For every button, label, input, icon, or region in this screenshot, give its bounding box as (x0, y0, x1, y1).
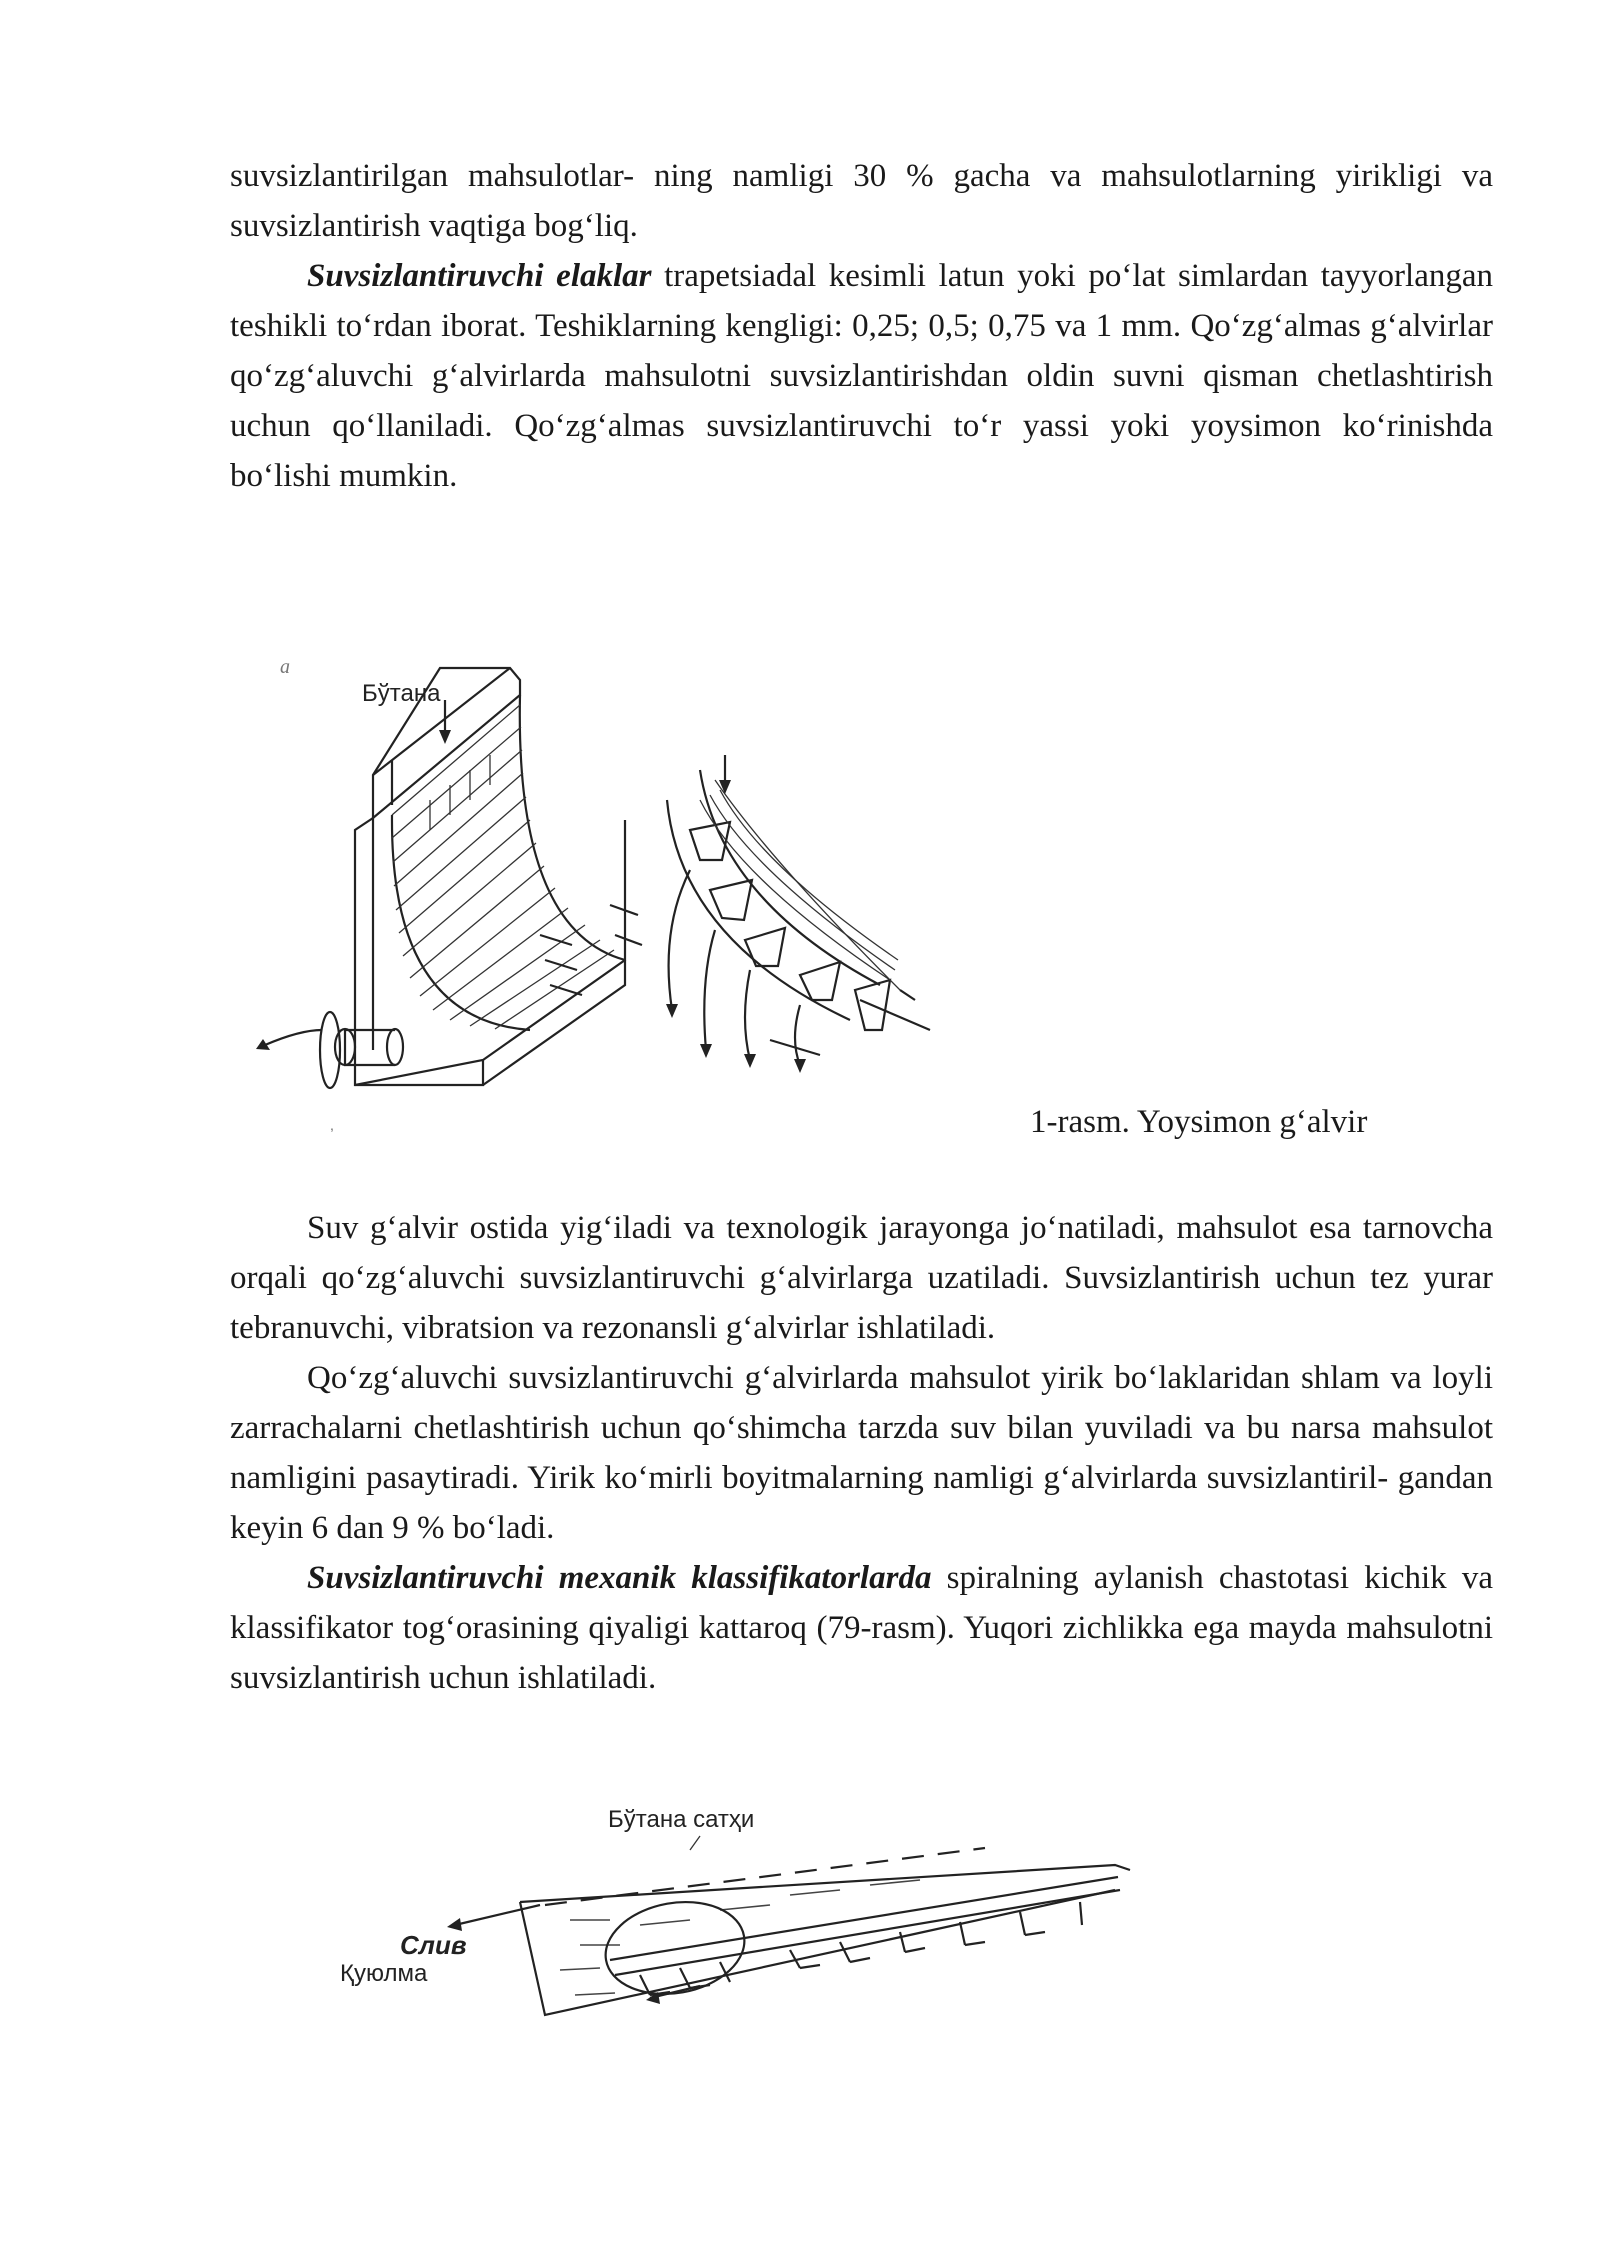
bold-term: Suvsizlantiruvchi mexanik klassifikatorlarda (307, 1560, 932, 1596)
sands-label: Қуюлма (340, 1960, 428, 1987)
paragraph-text: spiralning aylanish chastotasi kichik va klassifikator tog‘orasining qiyaligi kattaroq (79-rasm). Yuqori zichlikka ega mayda mahsulotni suvsizlantirish uchun ishlatiladi. (230, 1560, 1493, 1696)
figure-caption: 1-rasm. Yoysimon g‘alvir (1030, 1104, 1368, 1140)
figure-letter: a (280, 656, 290, 678)
paragraph-text: trapetsiadal kesimli latun yoki po‘lat simlardan tayyorlangan teshikli to‘rdan iborat. Teshiklarning kengligi: 0,25; 0,5; 0,75 va 1 mm. Qo‘zg‘almas g‘alvirlar qo‘zg‘aluvchi g‘alvirlarda mahsulotni suvsizlantirishdan oldin suvni qisman chetlashtirish uchun qo‘llaniladi. Qo‘zg‘almas suvsizlantiruvchi to‘r yassi yoki yoysimon ko‘rinishda bo‘lishi mumkin. (230, 258, 1494, 494)
feed-label: Бўтана (362, 680, 441, 707)
paragraph: Qo‘zg‘aluvchi suvsizlantiruvchi g‘alvirlarda mahsulot yirik bo‘laklaridan shlam va loyli zarrachalarni chetlashtirish uchun qo‘shimcha tarzda suv bilan yuviladi va bu narsa mahsulot namligini pasaytiradi. Yirik ko‘mirli boyitmalarning namligi g‘alvirlarda suvsizlantiril- gandan keyin 6 dan 9 % bo‘ladi. (230, 1360, 1493, 1546)
bold-term: Suvsizlantiruvchi elaklar (307, 258, 652, 294)
paragraph: suvsizlantirilgan mahsulotlar- ning namligi 30 % gacha va mahsulotlarning yirikligi va suvsizlantirish vaqtiga bog‘liq. (230, 158, 1493, 244)
pulp-level-label: Бўтана сатҳи (608, 1806, 755, 1833)
figure-mark: , (330, 1117, 334, 1133)
paragraph: Suv g‘alvir ostida yig‘iladi va texnologik jarayonga jo‘natiladi, mahsulot esa tarnovcha orqali qo‘zg‘aluvchi suvsizlantiruvchi g‘alvirlarga uzatiladi. Suvsizlantirish uchun tez yurar tebranuvchi, vibratsion va rezonansli g‘alvirlar ishlatiladi. (230, 1210, 1493, 1346)
overflow-label: Слив (400, 1930, 467, 1960)
